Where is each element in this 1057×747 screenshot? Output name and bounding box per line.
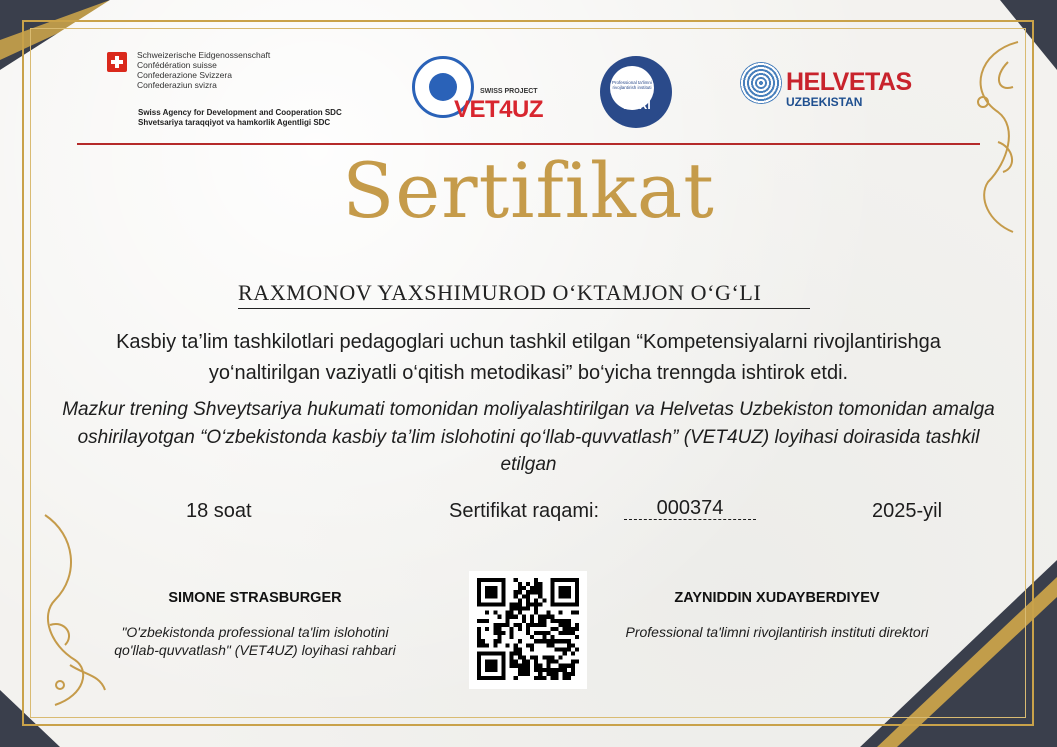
qr-code-pattern — [477, 578, 579, 680]
certificate-number-label: Sertifikat raqami: — [449, 500, 600, 522]
certificate-title: Sertifikat — [342, 146, 715, 235]
recipient-name: RAXMONOV YAXSHIMUROD O‘KTAMJON O‘G‘LI — [238, 280, 810, 309]
training-hours: 18 soat — [186, 500, 252, 522]
left-signatory-title: "O'zbekistonda professional ta'lim islohotini qo'llab-quvvatlash" (VET4UZ) loyihasi rahbari — [114, 624, 396, 658]
right-signatory-name: ZAYNIDDIN XUDAYBERDIYEV — [674, 590, 880, 606]
vet4uz-tag: SWISS PROJECT — [480, 88, 538, 95]
ptri-logo — [596, 56, 678, 128]
vet4uz-label: VET4UZ — [454, 96, 544, 123]
swiss-confederation-text — [137, 50, 270, 90]
certificate-number-value: 000374 — [656, 497, 724, 519]
swiss-line-1: Schweizerische Eidgenossenschaft — [137, 50, 271, 60]
gold-ornament-icon — [30, 505, 110, 715]
left-signatory-name: SIMONE STRASBURGER — [168, 590, 342, 606]
ptri-caption: Professional ta'limni rivojlantirish instituti — [612, 80, 652, 90]
certificate-italic-paragraph: Mazkur trening Shveytsariya hukumati tomonidan moliyalashtirilgan va Helvetas Uzbekiston tomonidan amalga oshirilayotgan “O‘zbekistonda kasbiy ta’lim islohotini qo‘llab-quvvatlash” (VET4UZ) loyihasi doirasida tashkil etilgan — [62, 399, 995, 475]
ptri-label: PTRI — [623, 98, 651, 112]
qr-code-icon[interactable] — [469, 571, 587, 689]
helvetas-name: HELVETAS — [786, 68, 912, 96]
right-signatory-title: Professional ta'limni rivojlantirish instituti direktori — [625, 624, 929, 640]
certificate-year: 2025-yil — [872, 500, 943, 522]
swiss-line-3: Confederazione Svizzera — [137, 70, 232, 80]
sdc-agency-text — [138, 108, 342, 128]
certificate-number-underline — [624, 519, 756, 520]
certificate-paragraph: Kasbiy ta’lim tashkilotlari pedagoglari uchun tashkil etilgan “Kompetensiyalarni rivojlantirishga yo‘naltirilgan vaziyatli o‘qitish metodikasi” bo‘yicha trenngda ishtirok etdi. — [116, 331, 941, 384]
sdc-line-2: Shvetsariya taraqqiyot va hamkorlik Agentligi SDC — [138, 118, 331, 127]
vet4uz-logo — [412, 56, 542, 126]
header-divider — [77, 143, 980, 145]
globe-icon — [740, 62, 782, 104]
swiss-flag-icon — [107, 52, 127, 72]
sdc-line-1: Swiss Agency for Development and Cooperation SDC — [138, 108, 342, 117]
swiss-line-2: Confédération suisse — [137, 60, 217, 70]
swiss-line-4: Confederaziun svizra — [137, 80, 217, 90]
helvetas-sub: UZBEKISTAN — [786, 95, 863, 109]
